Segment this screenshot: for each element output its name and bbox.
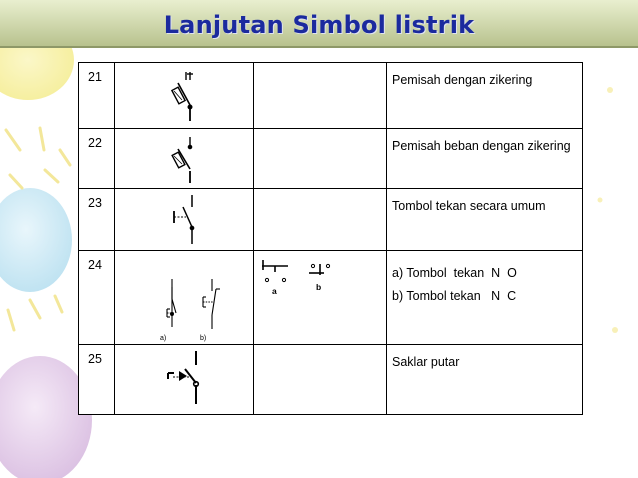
symbol-alt-cell [254, 189, 387, 251]
sublabel-a: a [272, 286, 277, 296]
symbol-cell [115, 345, 254, 415]
row-number: 25 [79, 345, 115, 415]
table-row [79, 189, 583, 251]
symbol-alt-cell [254, 345, 387, 415]
symbol-description [387, 251, 583, 345]
symbol-description: Saklar putar [387, 345, 583, 415]
row-number: 21 [79, 63, 115, 129]
symbol-description: Tombol tekan secara umum [387, 189, 583, 251]
symbol-cell [115, 63, 254, 129]
symbol-alt-cell [254, 63, 387, 129]
symbol-alt-cell [254, 251, 387, 345]
symbol-description: Pemisah dengan zikering [387, 63, 583, 129]
symbol-cell [115, 189, 254, 251]
table-row [79, 129, 583, 189]
load-disconnector-fuse-icon [115, 129, 253, 189]
push-button-no-nc-alt-icon [254, 251, 386, 345]
sublabel-a: a) [160, 335, 167, 342]
symbol-cell [115, 129, 254, 189]
symbol-alt-cell [254, 129, 387, 189]
row-number: 22 [79, 129, 115, 189]
symbol-description: Pemisah beban dengan zikering [387, 129, 583, 189]
row-number: 24 [79, 251, 115, 345]
description-line-b: b) Tombol tekan N C [392, 289, 517, 303]
disconnector-fuse-icon [115, 63, 253, 129]
symbol-table [78, 62, 583, 415]
sublabel-b: b) [200, 335, 207, 342]
slide-title: Lanjutan Simbol listrik [163, 11, 475, 39]
rotary-switch-icon [115, 345, 253, 415]
sublabel-b: b [316, 282, 322, 292]
table-row [79, 63, 583, 129]
push-button-no-nc-icon [115, 251, 253, 345]
symbol-cell [115, 251, 254, 345]
push-button-icon [115, 189, 253, 251]
title-bar [0, 0, 638, 48]
table-row [79, 345, 583, 415]
description-line-a: a) Tombol tekan N O [392, 266, 517, 280]
table-row [79, 251, 583, 345]
row-number: 23 [79, 189, 115, 251]
